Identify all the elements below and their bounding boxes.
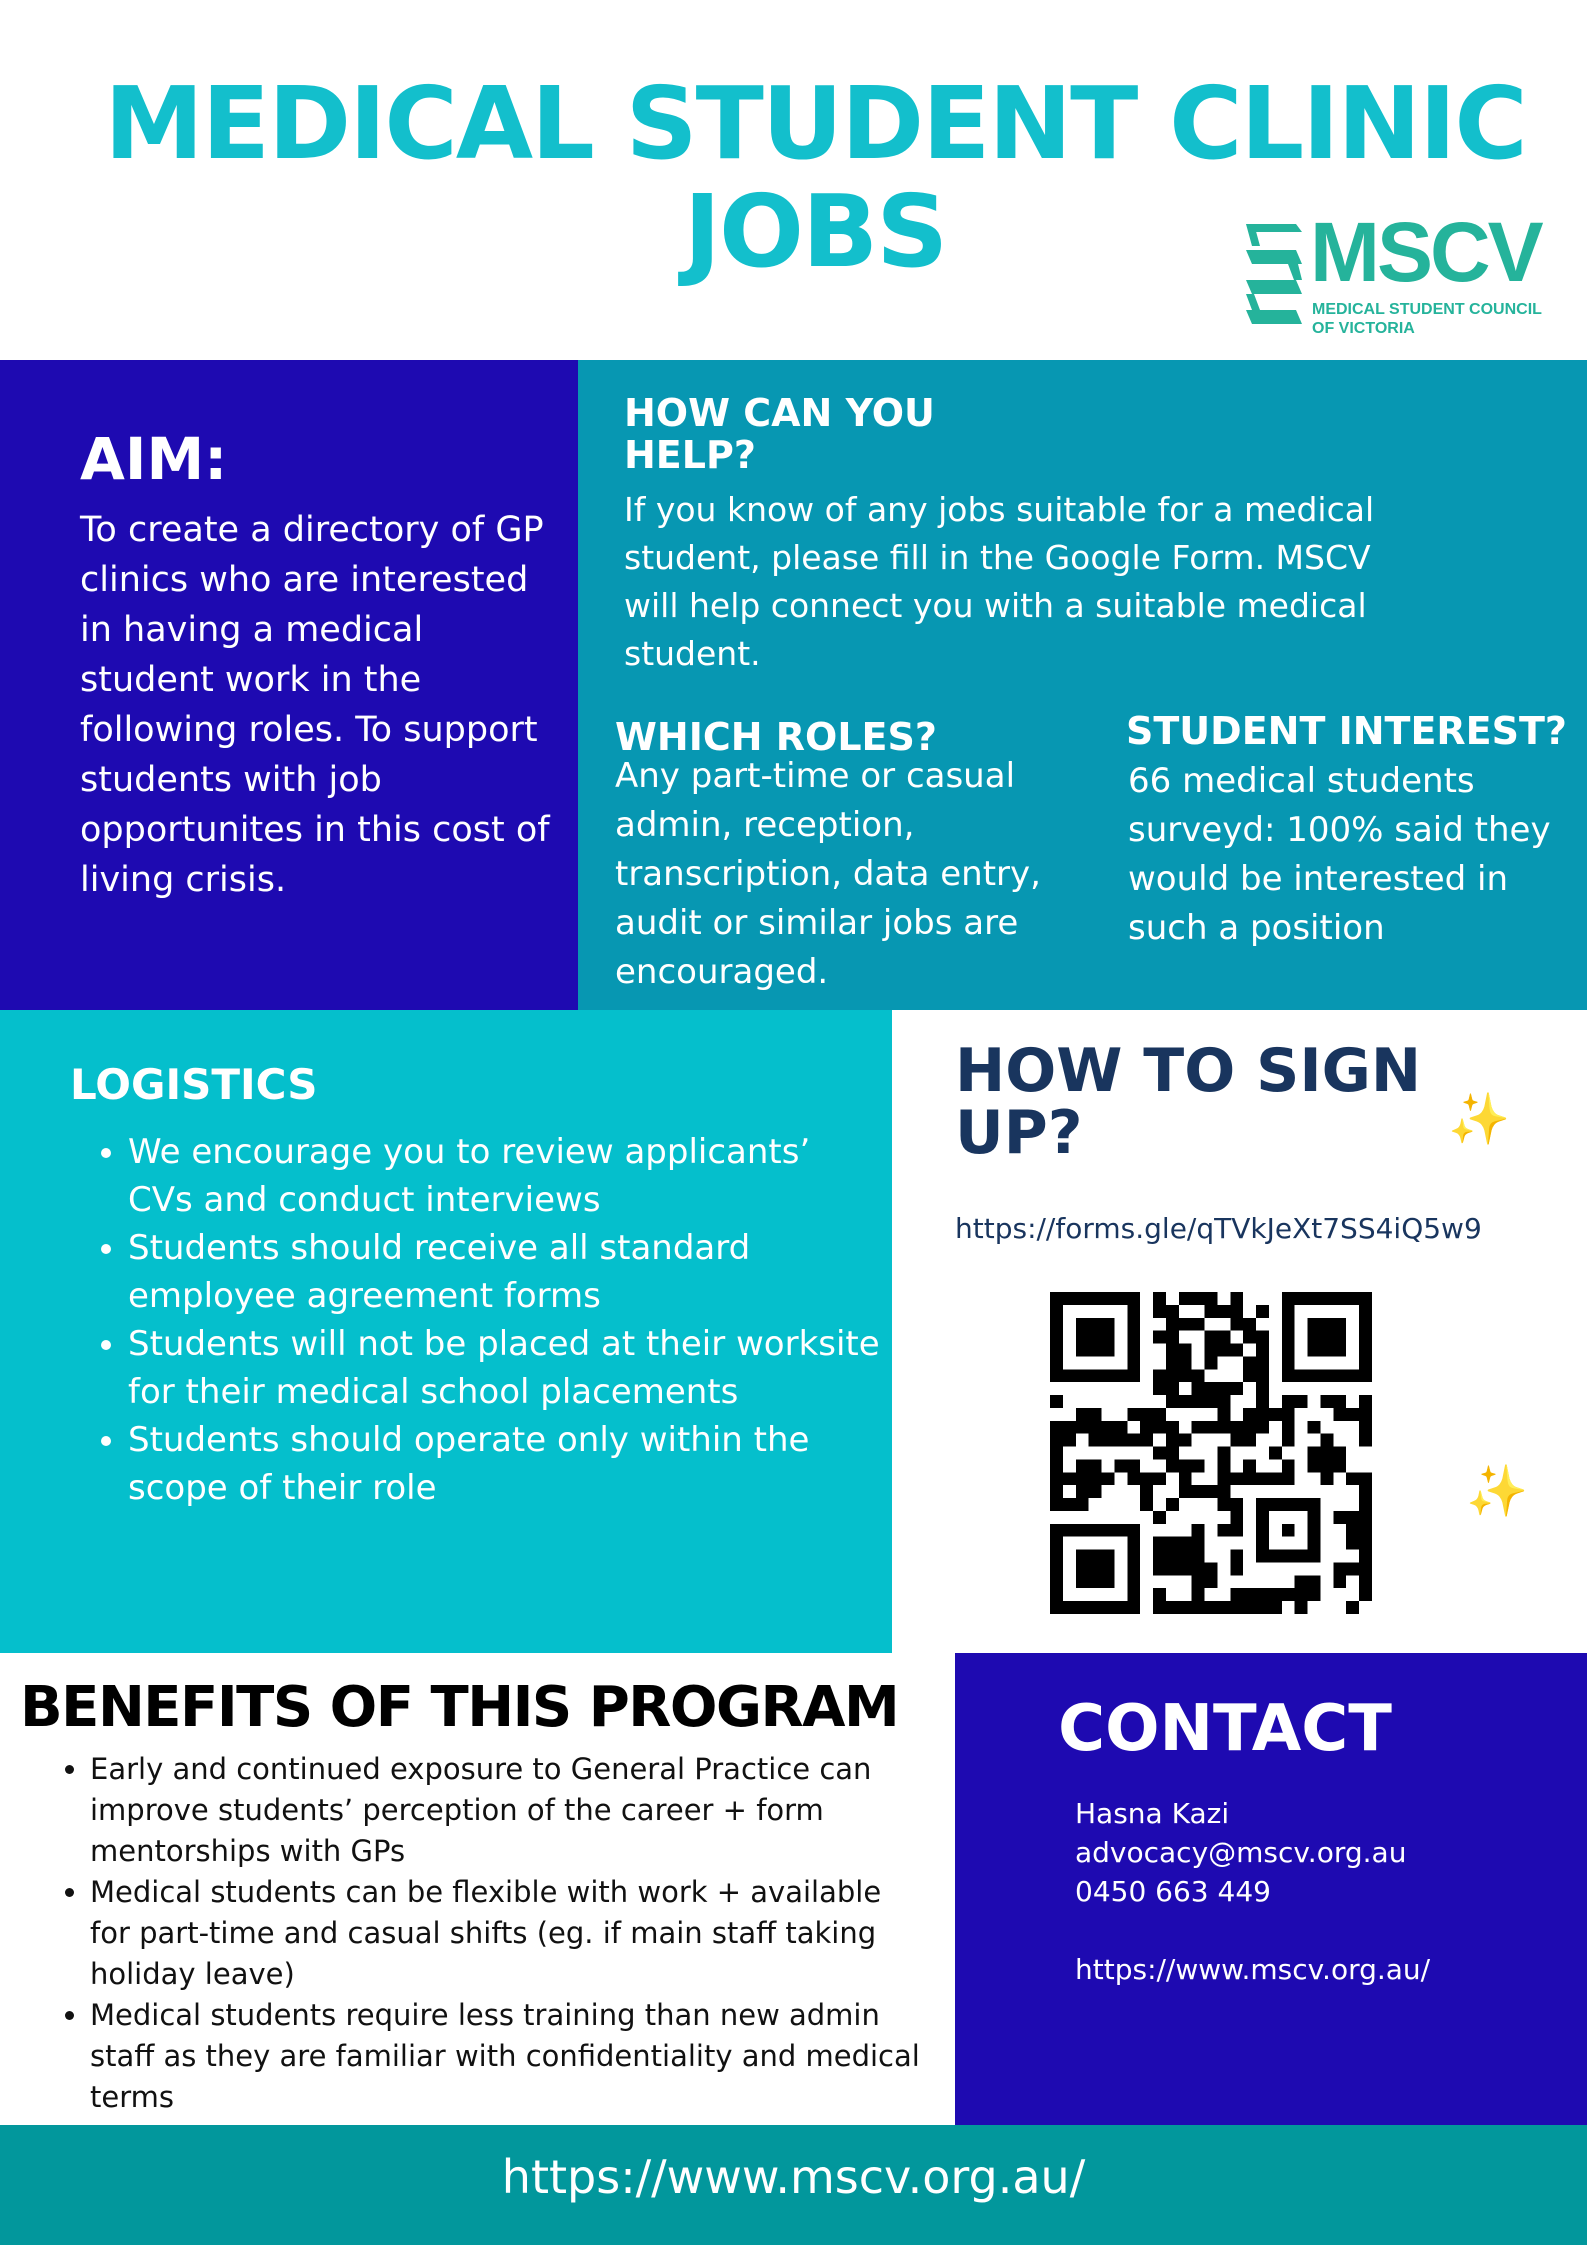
sparkle-icon: ✨ (1448, 1090, 1511, 1148)
title-line-2: JOBS (683, 173, 947, 290)
list-item: • Medical students require less training than new admin staff as they are familiar with confidentiality and medical terms (90, 1995, 924, 2118)
logo-subtitle (1312, 300, 1542, 338)
logistics-list (92, 1128, 882, 1512)
logistics-heading: LOGISTICS (70, 1060, 318, 1109)
logo-sub-line-2: OF VICTORIA (1312, 320, 1415, 337)
title-line-1: MEDICAL STUDENT CLINIC (104, 65, 1526, 182)
aim-heading: AIM: (80, 425, 228, 493)
aim-text: To create a directory of GP clinics who are interested in having a medical student work in the following roles. To support students with job opportunites in this cost of living crisis. (80, 510, 550, 900)
contact-heading: CONTACT (1058, 1692, 1392, 1766)
qr-code-icon[interactable] (1050, 1292, 1372, 1614)
signup-heading: HOW TO SIGN UP? (955, 1036, 1422, 1168)
list-item: • Early and continued exposure to General Practice can improve students’ perception of the career + form mentorships with GPs (90, 1749, 924, 1872)
help-text: If you know of any jobs suitable for a medical student, please fill in the Google Form. MSCV will help connect you with a suitable medical student. (624, 490, 1375, 673)
mscv-logo-icon (1240, 218, 1310, 338)
contact-name: Hasna Kazi (1075, 1797, 1230, 1830)
list-item: • Students should receive all standard employee agreement forms (128, 1224, 882, 1320)
list-item: • Students will not be placed at their worksite for their medical school placements (128, 1320, 882, 1416)
roles-heading: WHICH ROLES? (615, 715, 937, 759)
sparkle-icon: ✨ (1466, 1462, 1529, 1520)
interest-heading: STUDENT INTEREST? (1126, 709, 1567, 753)
interest-text: 66 medical students surveyd: 100% said they would be interested in such a position (1128, 761, 1551, 948)
mscv-logo (1240, 205, 1560, 338)
contact-phone[interactable]: 0450 663 449 (1075, 1875, 1271, 1908)
roles-text: Any part-time or casual admin, reception, transcription, data entry, audit or similar jobs are encouraged. (615, 756, 1041, 992)
list-item: • We encourage you to review applicants’ CVs and conduct interviews (128, 1128, 882, 1224)
list-item: • Students should operate only within the scope of their role (128, 1416, 882, 1512)
contact-email[interactable]: advocacy@mscv.org.au (1075, 1836, 1407, 1869)
benefits-list (54, 1749, 924, 2118)
footer-website-link[interactable]: https://www.mscv.org.au/ (501, 2150, 1086, 2204)
contact-details (1075, 1794, 1430, 1989)
benefits-heading: BENEFITS OF THIS PROGRAM (20, 1675, 899, 1740)
logo-sub-line-1: MEDICAL STUDENT COUNCIL (1312, 301, 1542, 318)
help-heading: HOW CAN YOU HELP? (624, 391, 935, 477)
list-item: • Medical students can be flexible with work + available for part-time and casual shifts (eg. if main staff taking holiday leave) (90, 1872, 924, 1995)
logo-wordmark: MSCV (1310, 205, 1541, 299)
signup-form-link[interactable]: https://forms.gle/qTVkJeXt7SS4iQ5w9 (955, 1212, 1482, 1245)
contact-website[interactable]: https://www.mscv.org.au/ (1075, 1953, 1431, 1986)
